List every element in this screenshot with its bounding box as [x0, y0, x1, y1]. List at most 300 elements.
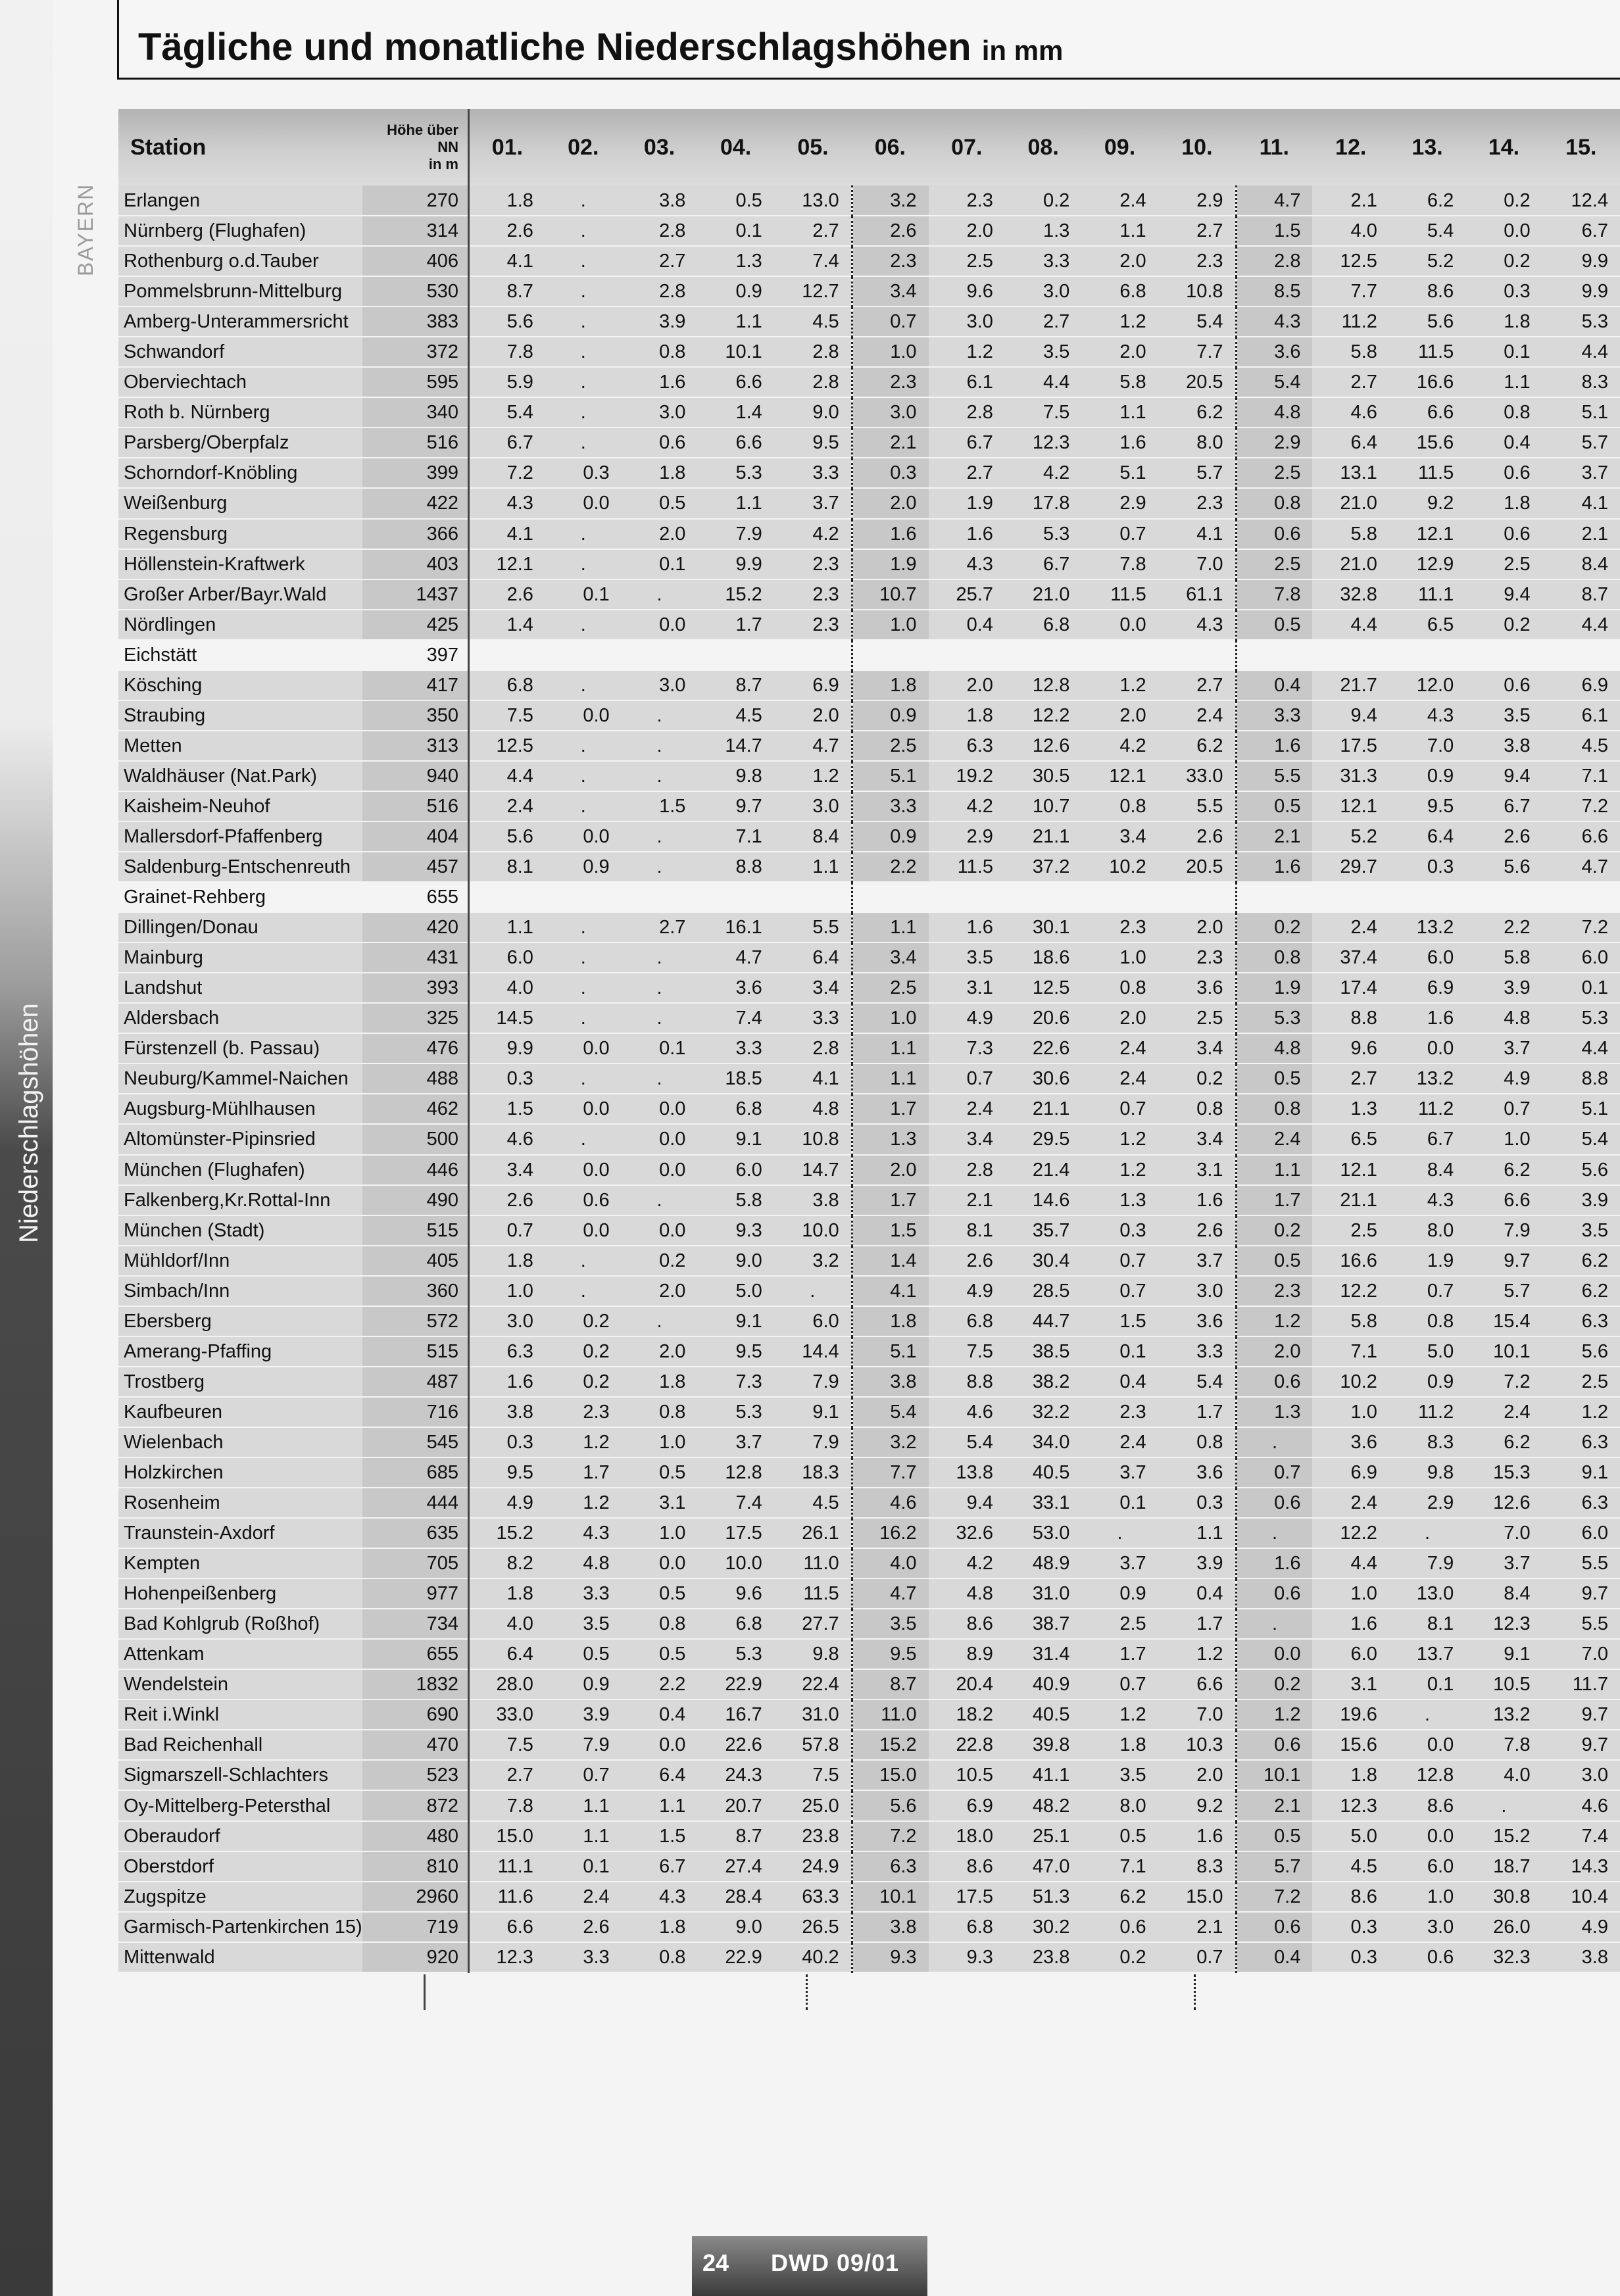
- table-row: [118, 185, 1620, 216]
- station-altitude: 500: [362, 1124, 469, 1154]
- precip-cell: 0.1: [1542, 973, 1620, 1003]
- precip-cell: 6.4: [468, 1639, 545, 1669]
- station-altitude: 1832: [362, 1669, 469, 1699]
- station-altitude: 425: [362, 610, 469, 640]
- station-name: Attenkam: [118, 1639, 362, 1669]
- precip-cell: [1081, 882, 1158, 912]
- station-altitude: 431: [362, 942, 469, 973]
- precip-cell: .: [545, 306, 622, 337]
- precip-cell: 25.7: [929, 579, 1005, 610]
- table-row: [118, 1033, 1620, 1063]
- precip-cell: 2.4: [1158, 700, 1236, 731]
- precip-cell: 6.2: [1465, 1427, 1542, 1457]
- precip-cell: .: [622, 731, 698, 761]
- precip-cell: 6.0: [468, 942, 545, 973]
- precip-cell: 8.0: [1389, 1215, 1465, 1246]
- precip-cell: 1.2: [1542, 1397, 1620, 1427]
- precip-cell: 9.6: [697, 1578, 773, 1609]
- precip-cell: 6.6: [1542, 821, 1620, 852]
- precip-cell: 10.5: [1465, 1669, 1542, 1699]
- precip-cell: 1.8: [468, 1246, 545, 1276]
- precip-cell: [1389, 640, 1465, 670]
- station-altitude: 635: [362, 1518, 469, 1548]
- precip-cell: 4.9: [1542, 1912, 1620, 1942]
- precip-cell: 3.0: [1158, 1276, 1236, 1306]
- precip-cell: 5.1: [1542, 1094, 1620, 1124]
- precip-cell: 11.5: [1389, 337, 1465, 367]
- precip-cell: 9.7: [1542, 1578, 1620, 1609]
- precip-cell: 3.7: [1465, 1033, 1542, 1063]
- precip-cell: 0.4: [1158, 1578, 1236, 1609]
- precip-cell: 2.5: [852, 973, 928, 1003]
- station-header: Station: [118, 109, 362, 185]
- precip-cell: 22.6: [697, 1730, 773, 1760]
- precip-cell: 2.8: [774, 337, 852, 367]
- precip-cell: 18.5: [697, 1063, 773, 1094]
- table-row: [118, 1669, 1620, 1699]
- precip-cell: 61.1: [1158, 579, 1236, 610]
- precip-cell: 6.7: [1465, 791, 1542, 821]
- station-altitude: 480: [362, 1821, 469, 1851]
- precip-cell: 7.5: [774, 1760, 852, 1790]
- precip-cell: 0.2: [1081, 1942, 1158, 1972]
- station-name: Weißenburg: [118, 488, 362, 518]
- station-name: Mittenwald: [118, 1942, 362, 1972]
- precip-cell: 1.7: [1236, 1185, 1312, 1215]
- precip-cell: 8.0: [1158, 427, 1236, 458]
- precip-cell: 28.5: [1005, 1276, 1081, 1306]
- publication-label: DWD 09/01: [771, 2249, 900, 2276]
- precip-cell: 7.4: [697, 1003, 773, 1033]
- station-altitude: 405: [362, 1246, 469, 1276]
- precip-cell: 1.0: [1465, 1124, 1542, 1154]
- precip-cell: 6.1: [929, 367, 1005, 397]
- precip-cell: 15.6: [1389, 427, 1465, 458]
- precip-cell: .: [1389, 1699, 1465, 1730]
- station-name: Bad Kohlgrub (Roßhof): [118, 1609, 362, 1639]
- precip-cell: 7.0: [1389, 731, 1465, 761]
- table-row: [118, 246, 1620, 276]
- precip-cell: 14.5: [468, 1003, 545, 1033]
- precip-cell: 0.2: [1236, 912, 1312, 942]
- precip-cell: 1.8: [929, 700, 1005, 731]
- station-altitude: 444: [362, 1488, 469, 1518]
- station-name: Landshut: [118, 973, 362, 1003]
- precip-cell: 53.0: [1005, 1518, 1081, 1548]
- precip-cell: 7.9: [1465, 1215, 1542, 1246]
- precip-cell: 12.6: [1005, 731, 1081, 761]
- precip-cell: 2.5: [1158, 1003, 1236, 1033]
- day-header: 09.: [1081, 109, 1158, 185]
- table-row: [118, 1578, 1620, 1609]
- precip-cell: 3.6: [697, 973, 773, 1003]
- station-name: Sigmarszell-Schlachters: [118, 1760, 362, 1790]
- precip-cell: 1.1: [697, 488, 773, 518]
- region-label: BAYERN: [74, 183, 97, 276]
- table-row: [118, 579, 1620, 610]
- precip-cell: 10.0: [697, 1548, 773, 1578]
- precip-cell: 4.3: [1158, 610, 1236, 640]
- station-name: Reit i.Winkl: [118, 1699, 362, 1730]
- precip-cell: 3.6: [1158, 973, 1236, 1003]
- table-row: [118, 1306, 1620, 1336]
- precip-cell: 1.0: [852, 337, 928, 367]
- precip-cell: 0.3: [1081, 1215, 1158, 1246]
- precip-cell: 2.6: [468, 216, 545, 246]
- precip-cell: 2.8: [1236, 246, 1312, 276]
- precip-cell: 2.3: [1158, 942, 1236, 973]
- precip-cell: 8.8: [1312, 1003, 1388, 1033]
- station-altitude: 690: [362, 1699, 469, 1730]
- precip-cell: 1.4: [852, 1246, 928, 1276]
- precip-cell: 0.1: [697, 216, 773, 246]
- station-altitude: 270: [362, 185, 469, 216]
- precip-cell: 2.6: [468, 579, 545, 610]
- precip-cell: 0.8: [1158, 1427, 1236, 1457]
- precip-cell: 0.2: [1465, 610, 1542, 640]
- precip-cell: 6.6: [1158, 1669, 1236, 1699]
- precip-cell: 4.3: [1389, 700, 1465, 731]
- precip-cell: 3.5: [545, 1609, 622, 1639]
- precip-cell: 0.3: [1389, 852, 1465, 882]
- precip-cell: 3.6: [1236, 337, 1312, 367]
- precip-cell: 6.2: [1081, 1882, 1158, 1912]
- precip-cell: 15.2: [468, 1518, 545, 1548]
- precip-cell: 1.2: [1081, 1155, 1158, 1185]
- precip-cell: 2.1: [1236, 821, 1312, 852]
- precip-cell: 8.8: [929, 1367, 1005, 1397]
- precip-cell: 1.3: [852, 1124, 928, 1154]
- precip-cell: 2.0: [929, 670, 1005, 700]
- precip-cell: 0.0: [1389, 1730, 1465, 1760]
- precip-cell: 11.1: [468, 1851, 545, 1882]
- station-name: Straubing: [118, 700, 362, 731]
- precip-cell: 1.8: [1465, 306, 1542, 337]
- station-name: Amberg-Unterammersricht: [118, 306, 362, 337]
- precip-cell: 2.2: [852, 852, 928, 882]
- table-row: [118, 1942, 1620, 1972]
- precip-cell: 9.0: [697, 1246, 773, 1276]
- precip-cell: 21.1: [1005, 1094, 1081, 1124]
- precip-cell: 4.5: [774, 306, 852, 337]
- precip-cell: 1.5: [852, 1215, 928, 1246]
- precip-cell: 4.8: [1465, 1003, 1542, 1033]
- precip-cell: [1236, 882, 1312, 912]
- station-altitude: 403: [362, 549, 469, 579]
- precip-cell: 12.2: [1312, 1518, 1388, 1548]
- precip-cell: 0.7: [1389, 1276, 1465, 1306]
- station-altitude: 404: [362, 821, 469, 852]
- precip-cell: 2.5: [1542, 1367, 1620, 1397]
- precip-cell: 2.0: [1158, 1760, 1236, 1790]
- precip-cell: 2.3: [1158, 488, 1236, 518]
- precip-cell: 3.8: [468, 1397, 545, 1427]
- precip-cell: 11.0: [774, 1548, 852, 1578]
- precip-cell: 3.4: [1081, 821, 1158, 852]
- precip-cell: 1.1: [468, 912, 545, 942]
- precip-cell: 21.1: [1312, 1185, 1388, 1215]
- precip-cell: 12.1: [1081, 761, 1158, 791]
- precip-cell: 6.0: [1312, 1639, 1388, 1669]
- precip-cell: 5.3: [1005, 519, 1081, 549]
- precip-cell: 14.7: [774, 1155, 852, 1185]
- precip-cell: 4.4: [1005, 367, 1081, 397]
- precip-cell: 2.6: [545, 1912, 622, 1942]
- precip-cell: 3.4: [1158, 1124, 1236, 1154]
- precip-cell: 0.1: [545, 579, 622, 610]
- precip-cell: 15.2: [1465, 1821, 1542, 1851]
- precip-cell: 8.9: [929, 1639, 1005, 1669]
- precip-cell: 17.4: [1312, 973, 1388, 1003]
- station-altitude: 872: [362, 1790, 469, 1820]
- table-row: [118, 670, 1620, 700]
- table-row: [118, 942, 1620, 973]
- precip-cell: 2.6: [852, 216, 928, 246]
- precip-cell: 6.9: [1542, 670, 1620, 700]
- station-name: Mainburg: [118, 942, 362, 973]
- precip-cell: 3.5: [1465, 700, 1542, 731]
- station-altitude: 350: [362, 700, 469, 731]
- precip-cell: 0.8: [622, 337, 698, 367]
- precip-cell: 29.7: [1312, 852, 1388, 882]
- precip-cell: 13.2: [1465, 1699, 1542, 1730]
- precip-cell: 1.1: [852, 1063, 928, 1094]
- precip-cell: [1005, 882, 1081, 912]
- table-row: [118, 337, 1620, 367]
- precip-cell: 10.1: [1236, 1760, 1312, 1790]
- precip-cell: 2.4: [1081, 1063, 1158, 1094]
- precip-cell: 1.7: [697, 610, 773, 640]
- precip-cell: .: [1236, 1609, 1312, 1639]
- precip-cell: 0.2: [1465, 185, 1542, 216]
- precip-cell: 9.1: [1465, 1639, 1542, 1669]
- precip-cell: 3.7: [1081, 1548, 1158, 1578]
- precip-cell: 30.1: [1005, 912, 1081, 942]
- precip-cell: 4.3: [1236, 306, 1312, 337]
- precip-cell: 7.2: [1542, 912, 1620, 942]
- precip-cell: [1081, 640, 1158, 670]
- precip-cell: 5.5: [1236, 761, 1312, 791]
- precip-cell: 23.8: [1005, 1942, 1081, 1972]
- precip-cell: 9.9: [1542, 246, 1620, 276]
- station-altitude: 516: [362, 791, 469, 821]
- precip-cell: 6.8: [1081, 276, 1158, 306]
- precip-cell: 5.4: [852, 1397, 928, 1427]
- precip-cell: 1.3: [697, 246, 773, 276]
- precip-cell: 9.8: [1389, 1457, 1465, 1488]
- precip-cell: 6.2: [1542, 1246, 1620, 1276]
- precip-cell: 8.0: [1081, 1790, 1158, 1820]
- precip-cell: 18.2: [929, 1699, 1005, 1730]
- precip-cell: 26.1: [774, 1518, 852, 1548]
- precip-cell: 3.1: [1158, 1155, 1236, 1185]
- precip-cell: 7.2: [852, 1821, 928, 1851]
- table-row: [118, 1790, 1620, 1820]
- precip-cell: 0.8: [1081, 791, 1158, 821]
- precip-cell: .: [545, 912, 622, 942]
- precip-cell: 1.6: [1158, 1821, 1236, 1851]
- day-header: 08.: [1005, 109, 1081, 185]
- title-unit: in mm: [981, 35, 1064, 66]
- precip-cell: 27.4: [697, 1851, 773, 1882]
- precip-cell: 38.5: [1005, 1336, 1081, 1367]
- station-altitude: 490: [362, 1185, 469, 1215]
- precip-cell: 5.7: [1542, 427, 1620, 458]
- precip-cell: 1.0: [1389, 1882, 1465, 1912]
- station-name: Waldhäuser (Nat.Park): [118, 761, 362, 791]
- precip-cell: .: [545, 973, 622, 1003]
- precip-cell: 0.8: [1236, 942, 1312, 973]
- precip-cell: 0.6: [1236, 1367, 1312, 1397]
- precip-cell: 4.2: [1005, 458, 1081, 488]
- precip-cell: 4.3: [1389, 1185, 1465, 1215]
- precip-cell: 4.6: [852, 1488, 928, 1518]
- precip-cell: 8.1: [1389, 1609, 1465, 1639]
- precip-cell: 3.8: [852, 1912, 928, 1942]
- table-row: [118, 791, 1620, 821]
- precip-cell: 1.8: [622, 1367, 698, 1397]
- precip-cell: 5.1: [1542, 397, 1620, 427]
- precip-cell: 4.9: [468, 1488, 545, 1518]
- precip-cell: 20.4: [929, 1669, 1005, 1699]
- precip-cell: 1.3: [1312, 1094, 1388, 1124]
- precip-cell: 5.3: [1236, 1003, 1312, 1033]
- precip-cell: 22.8: [929, 1730, 1005, 1760]
- precip-cell: 4.4: [468, 761, 545, 791]
- precip-cell: 7.2: [1236, 1882, 1312, 1912]
- precip-cell: 0.9: [1389, 1367, 1465, 1397]
- precip-cell: 6.7: [929, 427, 1005, 458]
- precip-cell: 1.6: [1312, 1609, 1388, 1639]
- precip-cell: 12.0: [1389, 670, 1465, 700]
- precip-cell: 2.0: [929, 216, 1005, 246]
- precip-cell: 2.7: [1312, 367, 1388, 397]
- precip-cell: 12.3: [468, 1942, 545, 1972]
- day-header: 11.: [1236, 109, 1312, 185]
- precip-cell: 2.0: [622, 1336, 698, 1367]
- precip-cell: 1.6: [468, 1367, 545, 1397]
- precip-cell: 0.4: [929, 610, 1005, 640]
- precip-cell: 2.1: [1158, 1912, 1236, 1942]
- precip-cell: 9.3: [929, 1942, 1005, 1972]
- station-altitude: 655: [362, 882, 469, 912]
- precip-cell: 8.6: [929, 1851, 1005, 1882]
- precip-cell: 3.1: [622, 1488, 698, 1518]
- dotted-divider-extension: [1194, 1974, 1196, 2010]
- precip-cell: 7.3: [929, 1033, 1005, 1063]
- precip-cell: 7.0: [1158, 1699, 1236, 1730]
- precip-cell: 1.6: [1158, 1185, 1236, 1215]
- precip-cell: 5.4: [468, 397, 545, 427]
- precip-cell: 2.7: [622, 912, 698, 942]
- precip-cell: 6.4: [1389, 821, 1465, 852]
- precip-cell: 1.2: [1081, 1124, 1158, 1154]
- precip-cell: 12.8: [697, 1457, 773, 1488]
- precip-cell: 6.7: [622, 1851, 698, 1882]
- precip-cell: 31.0: [1005, 1578, 1081, 1609]
- precip-cell: 2.8: [622, 276, 698, 306]
- precip-cell: [545, 882, 622, 912]
- precip-cell: 7.2: [1542, 791, 1620, 821]
- precip-cell: 7.9: [774, 1427, 852, 1457]
- precip-cell: 2.4: [1312, 912, 1388, 942]
- precip-cell: 3.3: [774, 458, 852, 488]
- precip-cell: 3.0: [929, 306, 1005, 337]
- precip-cell: 6.7: [1542, 216, 1620, 246]
- precip-cell: 1.2: [774, 761, 852, 791]
- station-name: Garmisch-Partenkirchen 15): [118, 1912, 362, 1942]
- precip-cell: 1.9: [1236, 973, 1312, 1003]
- precip-cell: 2.1: [852, 427, 928, 458]
- precip-cell: 40.5: [1005, 1457, 1081, 1488]
- precip-cell: 2.0: [852, 1155, 928, 1185]
- table-row: [118, 1912, 1620, 1942]
- precip-cell: 1.9: [929, 488, 1005, 518]
- precip-cell: 5.9: [468, 367, 545, 397]
- precip-cell: 4.1: [468, 519, 545, 549]
- precip-cell: 4.9: [929, 1276, 1005, 1306]
- precip-cell: 12.7: [774, 276, 852, 306]
- precip-cell: [622, 882, 698, 912]
- precip-cell: 6.6: [697, 427, 773, 458]
- precip-cell: 9.9: [468, 1033, 545, 1063]
- precip-cell: .: [545, 1124, 622, 1154]
- left-rule: [117, 0, 119, 79]
- precip-cell: [697, 640, 773, 670]
- precip-cell: 2.6: [929, 1246, 1005, 1276]
- precip-cell: 5.3: [697, 458, 773, 488]
- precip-cell: 14.4: [774, 1336, 852, 1367]
- day-header: 02.: [545, 109, 622, 185]
- precip-cell: 10.2: [1312, 1367, 1388, 1397]
- precip-cell: 8.4: [1542, 549, 1620, 579]
- precip-cell: 0.6: [1465, 670, 1542, 700]
- precip-cell: 30.2: [1005, 1912, 1081, 1942]
- precip-cell: 5.6: [1542, 1336, 1620, 1367]
- precip-cell: 1.0: [622, 1427, 698, 1457]
- precip-cell: [852, 882, 928, 912]
- precip-cell: 7.4: [697, 1488, 773, 1518]
- precip-cell: 15.6: [1312, 1730, 1388, 1760]
- precip-cell: 1.7: [1158, 1397, 1236, 1427]
- precip-cell: 10.7: [852, 579, 928, 610]
- precip-cell: 0.8: [1465, 397, 1542, 427]
- precip-cell: 0.0: [1465, 216, 1542, 246]
- precip-cell: 40.2: [774, 1942, 852, 1972]
- precip-cell: 11.5: [774, 1578, 852, 1609]
- precip-cell: 20.5: [1158, 852, 1236, 882]
- precip-cell: 1.1: [852, 912, 928, 942]
- day-header: 05.: [774, 109, 852, 185]
- precip-cell: 3.0: [622, 397, 698, 427]
- precip-cell: .: [545, 216, 622, 246]
- precip-cell: 2.0: [1158, 912, 1236, 942]
- precip-cell: .: [545, 1246, 622, 1276]
- precip-cell: 41.1: [1005, 1760, 1081, 1790]
- precip-cell: 8.8: [1542, 1063, 1620, 1094]
- station-name: Neuburg/Kammel-Naichen: [118, 1063, 362, 1094]
- title-text: Tägliche und monatliche Niederschlagshöhen: [138, 26, 971, 68]
- day-header: 06.: [852, 109, 928, 185]
- precip-cell: 3.8: [852, 1367, 928, 1397]
- precip-cell: 2.5: [1465, 549, 1542, 579]
- station-name: Erlangen: [118, 185, 362, 216]
- precip-cell: 6.7: [1005, 549, 1081, 579]
- precip-cell: 30.5: [1005, 761, 1081, 791]
- station-altitude: 397: [362, 640, 469, 670]
- precip-cell: 2.0: [1081, 700, 1158, 731]
- precip-cell: 1.8: [622, 1912, 698, 1942]
